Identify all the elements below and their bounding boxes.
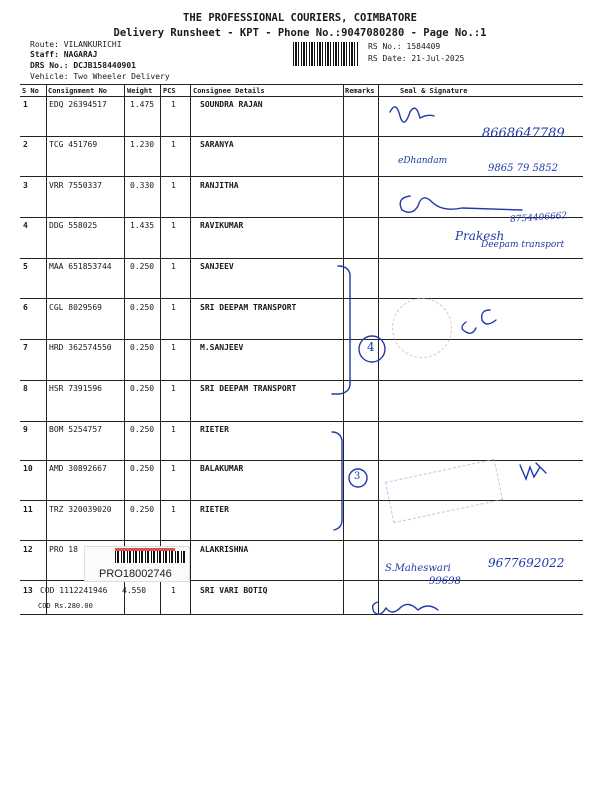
row-pcs: 1 — [171, 505, 176, 514]
row-consignee: RIETER — [200, 425, 229, 434]
row-consignee: SARANYA — [200, 140, 234, 149]
row-pcs: 1 — [171, 586, 176, 595]
row-consignee: SRI VARI BOTIQ — [200, 586, 268, 595]
row-sno: 5 — [23, 262, 28, 271]
col-header-weight: Weight — [127, 87, 153, 95]
row-pcs: 1 — [171, 303, 176, 312]
row-consignee: ALAKRISHNA — [200, 545, 249, 554]
row-weight: 1.435 — [130, 221, 155, 230]
drs-number: DRS No.: DCJB158440901 — [30, 61, 136, 70]
signature-stroke — [462, 310, 496, 333]
handwritten-name-12: S.Maheswari — [385, 563, 451, 574]
signature-stroke — [400, 196, 522, 212]
runsheet-subtitle: Delivery Runsheet - KPT - Phone No.:9047080280 - Page No.:1 — [113, 27, 487, 39]
handwritten-name-4a: Prakesh — [455, 229, 505, 243]
handwritten-name-4b: Deepam transport — [481, 240, 565, 250]
route-label: Route: VILANKURICHI — [30, 40, 122, 49]
bracket-group-a — [332, 266, 350, 394]
row-weight: 0.250 — [130, 343, 155, 352]
row-sno: 7 — [23, 343, 28, 352]
row-weight: 0.250 — [130, 262, 155, 271]
cod-amount: COD Rs.280.00 — [38, 602, 93, 610]
handwritten-name-2: eDhandam — [398, 156, 448, 166]
row-pcs: 1 — [171, 464, 176, 473]
row-weight: 1.475 — [130, 100, 155, 109]
row-pcs: 1 — [171, 221, 176, 230]
handwritten-phone-3: 8754406662 — [509, 211, 568, 225]
row-pcs: 1 — [171, 425, 176, 434]
row-consignment: HRD 362574550 — [49, 343, 112, 352]
col-header-pcs: PCS — [163, 87, 176, 95]
row-consignment: AMD 30892667 — [49, 464, 107, 473]
row-weight: 4.550 — [122, 586, 147, 595]
row-weight: 0.250 — [130, 505, 155, 514]
row-pcs: 1 — [171, 262, 176, 271]
row-consignment: TRZ 320039020 — [49, 505, 112, 514]
handwritten-phone-2: 9865 79 5852 — [488, 163, 558, 174]
col-header-sno: S No — [22, 87, 39, 95]
row-consignment: TCG 451769 — [49, 140, 98, 149]
row-sno: 9 — [23, 425, 28, 434]
row-consignment: HSR 7391596 — [49, 384, 102, 393]
handwritten-phone-1: 8668647789 — [482, 126, 565, 141]
rs-number: RS No.: 1584409 — [368, 42, 441, 51]
row-sno: 6 — [23, 303, 28, 312]
row-consignee: SOUNDRA RAJAN — [200, 100, 263, 109]
row-sno: 8 — [23, 384, 28, 393]
row-sno: 3 — [23, 181, 28, 190]
row-consignee: M.SANJEEV — [200, 343, 244, 352]
row-weight: 0.250 — [130, 425, 155, 434]
row-consignment: MAA 651853744 — [49, 262, 112, 271]
signature-stroke — [390, 107, 434, 122]
row-pcs: 1 — [171, 140, 176, 149]
row-sno: 13 — [23, 586, 33, 595]
row-pcs: 1 — [171, 384, 176, 393]
handwritten-phone-12b: 99698 — [429, 576, 461, 587]
row-sno: 10 — [23, 464, 33, 473]
handwritten-phone-12: 9677692022 — [488, 556, 565, 570]
row-consignee: RANJITHA — [200, 181, 239, 190]
row-weight: 0.330 — [130, 181, 155, 190]
row-weight: 0.250 — [130, 464, 155, 473]
row-consignee: BALAKUMAR — [200, 464, 244, 473]
row-consignee: SANJEEV — [200, 262, 234, 271]
company-title: THE PROFESSIONAL COURIERS, COIMBATORE — [183, 12, 417, 24]
row-pcs: 1 — [171, 181, 176, 190]
row-weight: 0.250 — [130, 303, 155, 312]
bracket-group-b — [332, 432, 342, 530]
row-sno: 1 — [23, 100, 28, 109]
row-consignment: VRR 7550337 — [49, 181, 102, 190]
row-sno: 4 — [23, 221, 28, 230]
row-consignee: RIETER — [200, 505, 229, 514]
row-consignment: EDQ 26394517 — [49, 100, 107, 109]
signature-stroke — [373, 602, 438, 614]
staff-label: Staff: NAGARAJ — [30, 50, 98, 59]
vehicle-label: Vehicle: Two Wheeler Delivery — [30, 72, 170, 81]
row-weight: 1.230 — [130, 140, 155, 149]
col-header-remarks: Remarks — [345, 87, 375, 95]
row-pcs: 1 — [171, 343, 176, 352]
row-sno: 11 — [23, 505, 33, 514]
row-consignment: BOM 5254757 — [49, 425, 102, 434]
row-consignment: PRO 18 — [49, 545, 78, 554]
row-pcs: 1 — [171, 100, 176, 109]
col-header-consignee: Consignee Details — [193, 87, 265, 95]
row-consignment: DDG 558025 — [49, 221, 98, 230]
row-consignee: SRI DEEPAM TRANSPORT — [200, 303, 297, 312]
group-b-number: 3 — [354, 471, 361, 482]
col-header-consignment: Consignment No — [48, 87, 108, 95]
row-sno: 12 — [23, 545, 33, 554]
sticker-code: PRO18002746 — [99, 568, 172, 580]
row-consignment: COD 1112241946 — [40, 586, 108, 595]
row-consignment: CGL 8029569 — [49, 303, 102, 312]
row-consignee: SRI DEEPAM TRANSPORT — [200, 384, 297, 393]
col-header-signature: Seal & Signature — [400, 87, 468, 95]
group-a-number: 4 — [367, 340, 375, 354]
row-sno: 2 — [23, 140, 28, 149]
row-weight: 0.250 — [130, 384, 155, 393]
rs-date: RS Date: 21-Jul-2025 — [368, 54, 465, 63]
row-consignee: RAVIKUMAR — [200, 221, 244, 230]
signature-stroke — [520, 463, 546, 479]
